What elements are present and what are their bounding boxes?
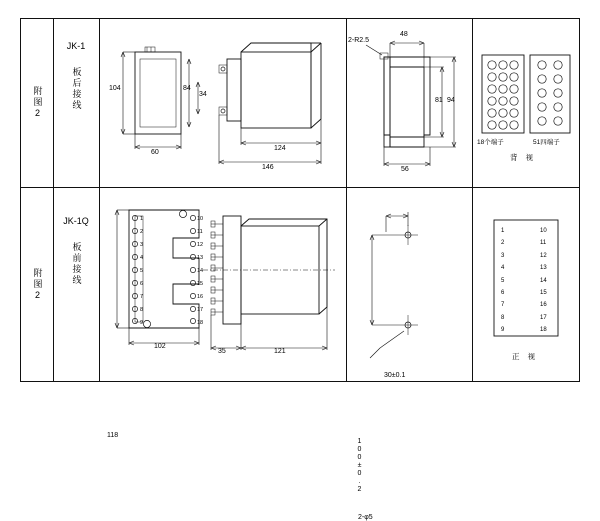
dim-front-w-bottom: 102 — [154, 343, 166, 350]
front-left-numbers: 1 2 3 4 5 6 7 8 9 — [140, 216, 144, 326]
attach-label-top-text: 附图2 — [32, 86, 43, 120]
cutout-cell-top — [346, 19, 472, 187]
dim-side-w2-top: 146 — [262, 164, 274, 171]
terminal-right-caption-top: 51四端子 — [533, 139, 560, 146]
front-right-numbers: 10 11 12 13 14 15 16 17 18 — [197, 216, 204, 326]
dim-front-h-bottom: 118 — [107, 432, 119, 439]
dim-front-h3-top: 34 — [199, 91, 207, 98]
mount-label-top: 板后接线 — [71, 67, 82, 111]
terminal-cell-top — [472, 19, 580, 187]
terminal-left-caption-top: 18个端子 — [477, 139, 504, 146]
dim-front-w-top: 60 — [151, 149, 159, 156]
dim-cut-bottom: 56 — [401, 166, 409, 173]
dim-front-h2-top: 84 — [183, 85, 191, 92]
views-cell-top — [99, 19, 346, 187]
dim-side-w1-top: 124 — [274, 145, 286, 152]
terminal-right-numbers-bottom: 10 11 12 13 14 15 16 17 18 — [540, 228, 547, 334]
attach-label-top — [21, 19, 53, 187]
dim-side-w1-bottom: 35 — [218, 348, 226, 355]
terminal-cell-bottom — [472, 188, 580, 381]
top-views-drawing — [99, 19, 346, 187]
views-cell-bottom — [99, 188, 346, 439]
attach-label-bottom-text: 附图2 — [32, 267, 43, 302]
terminal-bottom-caption-top: 背 视 — [510, 153, 537, 162]
model-label-bottom: JK-1Q — [63, 216, 89, 226]
attach-label-bottom — [21, 188, 53, 381]
mount-label-bottom: 板前接线 — [71, 242, 82, 286]
dim-side-w2-bottom: 121 — [274, 348, 286, 355]
bottom-cutout-drawing — [346, 188, 472, 381]
model-label-top: JK-1 — [66, 41, 86, 51]
cutout-cell-bottom — [346, 188, 472, 521]
terminal-left-numbers-bottom: 1 2 3 4 5 6 7 8 9 — [501, 228, 505, 334]
dim-cut-top: 48 — [400, 31, 408, 38]
dim-front-h1-top: 104 — [109, 85, 121, 92]
dim-cut-top-bottom: 30±0.1 — [384, 372, 406, 379]
dim-cut-hole-bottom: 2-φ5 — [358, 514, 373, 521]
dim-cut-right2: 94 — [447, 97, 455, 104]
terminal-bottom-caption-bottom: 正 视 — [512, 352, 539, 361]
table-border — [20, 18, 580, 521]
dim-cut-right1: 81 — [435, 97, 443, 104]
dim-cut-side-bottom: 100±0.2 — [356, 438, 363, 494]
dim-radius-top: 2-R2.5 — [348, 37, 370, 44]
